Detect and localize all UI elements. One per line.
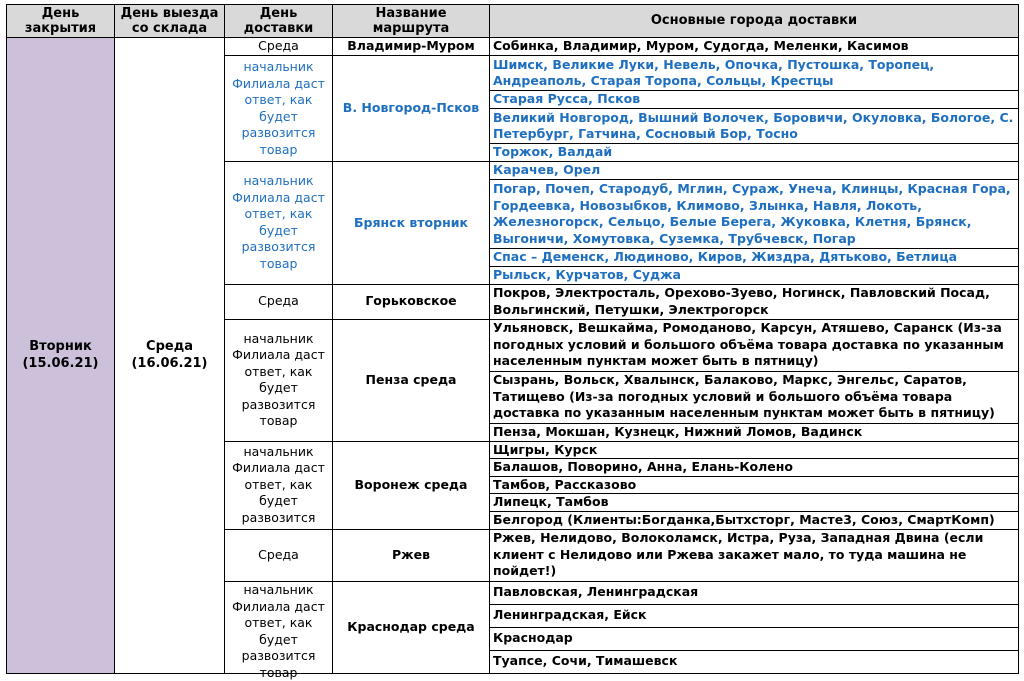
route-name-cell: Владимир-Муром [333,38,490,56]
route-name-cell: Ржев [333,529,490,581]
cities-cell: Тамбов, Рассказово [490,476,1019,494]
cities-cell: Ульяновск, Вешкайма, Ромоданово, Карсун, Атяшево, Саранск (Из-за погодных условий и большого объёма товара доставка по указанным населенным пунктам может быть в пятницу) [490,319,1019,371]
delivery-day-cell: Среда [225,38,333,56]
route-name-cell: Краснодар среда [333,581,490,673]
departure-date: (16.06.21) [131,356,208,372]
header-route-name: Название маршрута [333,5,490,38]
header-closing-day: День закрытия [7,5,115,38]
route-name-cell: Воронеж среда [333,441,490,529]
delivery-day-cell: начальник Филиала даст ответ, как будет развозится [225,441,333,529]
cities-cell: Собинка, Владимир, Муром, Судогда, Меленки, Касимов [490,38,1019,56]
delivery-day-cell: начальник Филиала даст ответ, как будет развозится товар [225,162,333,285]
cities-cell: Сызрань, Вольск, Хвалынск, Балаково, Маркс, Энгельс, Саратов, Татищево (Из-за погодных условий и большого объёма товара доставка по указанным населенным пунктам может быть в пятницу) [490,371,1019,423]
route-name-cell: В. Новгород-Псков [333,56,490,162]
cities-cell: Спас – Деменск, Людиново, Киров, Жиздра, Дятьково, Бетлица [490,249,1019,267]
cities-cell: Карачев, Орел [490,162,1019,180]
cities-cell: Краснодар [490,627,1019,650]
table-row [7,38,1019,56]
header-delivery-day: День доставки [225,5,333,38]
route-name-cell: Горьковское [333,284,490,319]
cities-cell: Старая Русса, Псков [490,91,1019,109]
delivery-day-cell [225,581,333,680]
cities-cell: Погар, Почеп, Стародуб, Мглин, Сураж, Унеча, Клинцы, Красная Гора, Гордеевка, Новозыбков, Климово, Злынка, Навля, Локоть, Железногорск, Сельцо, Белые Берега, Жуковка, Клетня, Брянск, Выгоничи, Хомутовка, Суземка, Трубчевск, Погар [490,180,1019,249]
cities-cell: Пенза, Мокшан, Кузнецк, Нижний Ломов, Вадинск [490,423,1019,441]
header-departure-day: День выезда со склада [115,5,225,38]
closing-date: (15.06.21) [22,356,99,372]
departure-weekday: Среда [146,339,193,355]
cities-cell: Щигры, Курск [490,441,1019,459]
cities-cell: Покров, Электросталь, Орехово-Зуево, Ногинск, Павловский Посад, Вольгинский, Петушки, Электрогорск [490,284,1019,319]
cities-cell: Туапсе, Сочи, Тимашевск [490,650,1019,673]
header-row [7,5,1019,38]
delivery-schedule-table [6,4,1019,680]
cities-cell: Шимск, Великие Луки, Невель, Опочка, Пустошка, Торопец, Андреаполь, Старая Торопа, Сольцы, Крестцы [490,56,1019,91]
closing-day-cell [7,38,115,674]
cities-cell: Ржев, Нелидово, Волоколамск, Истра, Руза, Западная Двина (если клиент с Нелидово или Ржева закажет мало, то туда машина не пойдет!) [490,529,1019,581]
cities-cell: Липецк, Тамбов [490,494,1019,512]
delivery-day-cell: начальник Филиала даст ответ, как будет развозится товар [225,319,333,441]
delivery-day-cell: Среда [225,284,333,319]
cities-cell: Великий Новгород, Вышний Волочек, Боровичи, Окуловка, Бологое, С. Петербург, Гатчина, Сосновый Бор, Тосно [490,109,1019,144]
delivery-day-text: начальник Филиала даст ответ, как будет развозится товар [232,582,325,680]
closing-weekday: Вторник [29,339,92,355]
cities-cell: Павловская, Ленинградская [490,581,1019,604]
cities-cell: Балашов, Поворино, Анна, Елань-Колено [490,459,1019,477]
delivery-day-cell: Среда [225,529,333,581]
header-main-cities: Основные города доставки [490,5,1019,38]
cities-cell: Торжок, Валдай [490,144,1019,162]
route-name-cell: Пенза среда [333,319,490,441]
delivery-day-cell: начальник Филиала даст ответ, как будет развозится товар [225,56,333,162]
cities-cell: Ленинградская, Ейск [490,604,1019,627]
cities-cell: Рыльск, Курчатов, Суджа [490,266,1019,284]
route-name-cell: Брянск вторник [333,162,490,285]
cities-cell: Белгород (Клиенты:Богданка,Бытхсторг, Масте3, Союз, СмартКомп) [490,511,1019,529]
departure-day-cell [115,38,225,674]
